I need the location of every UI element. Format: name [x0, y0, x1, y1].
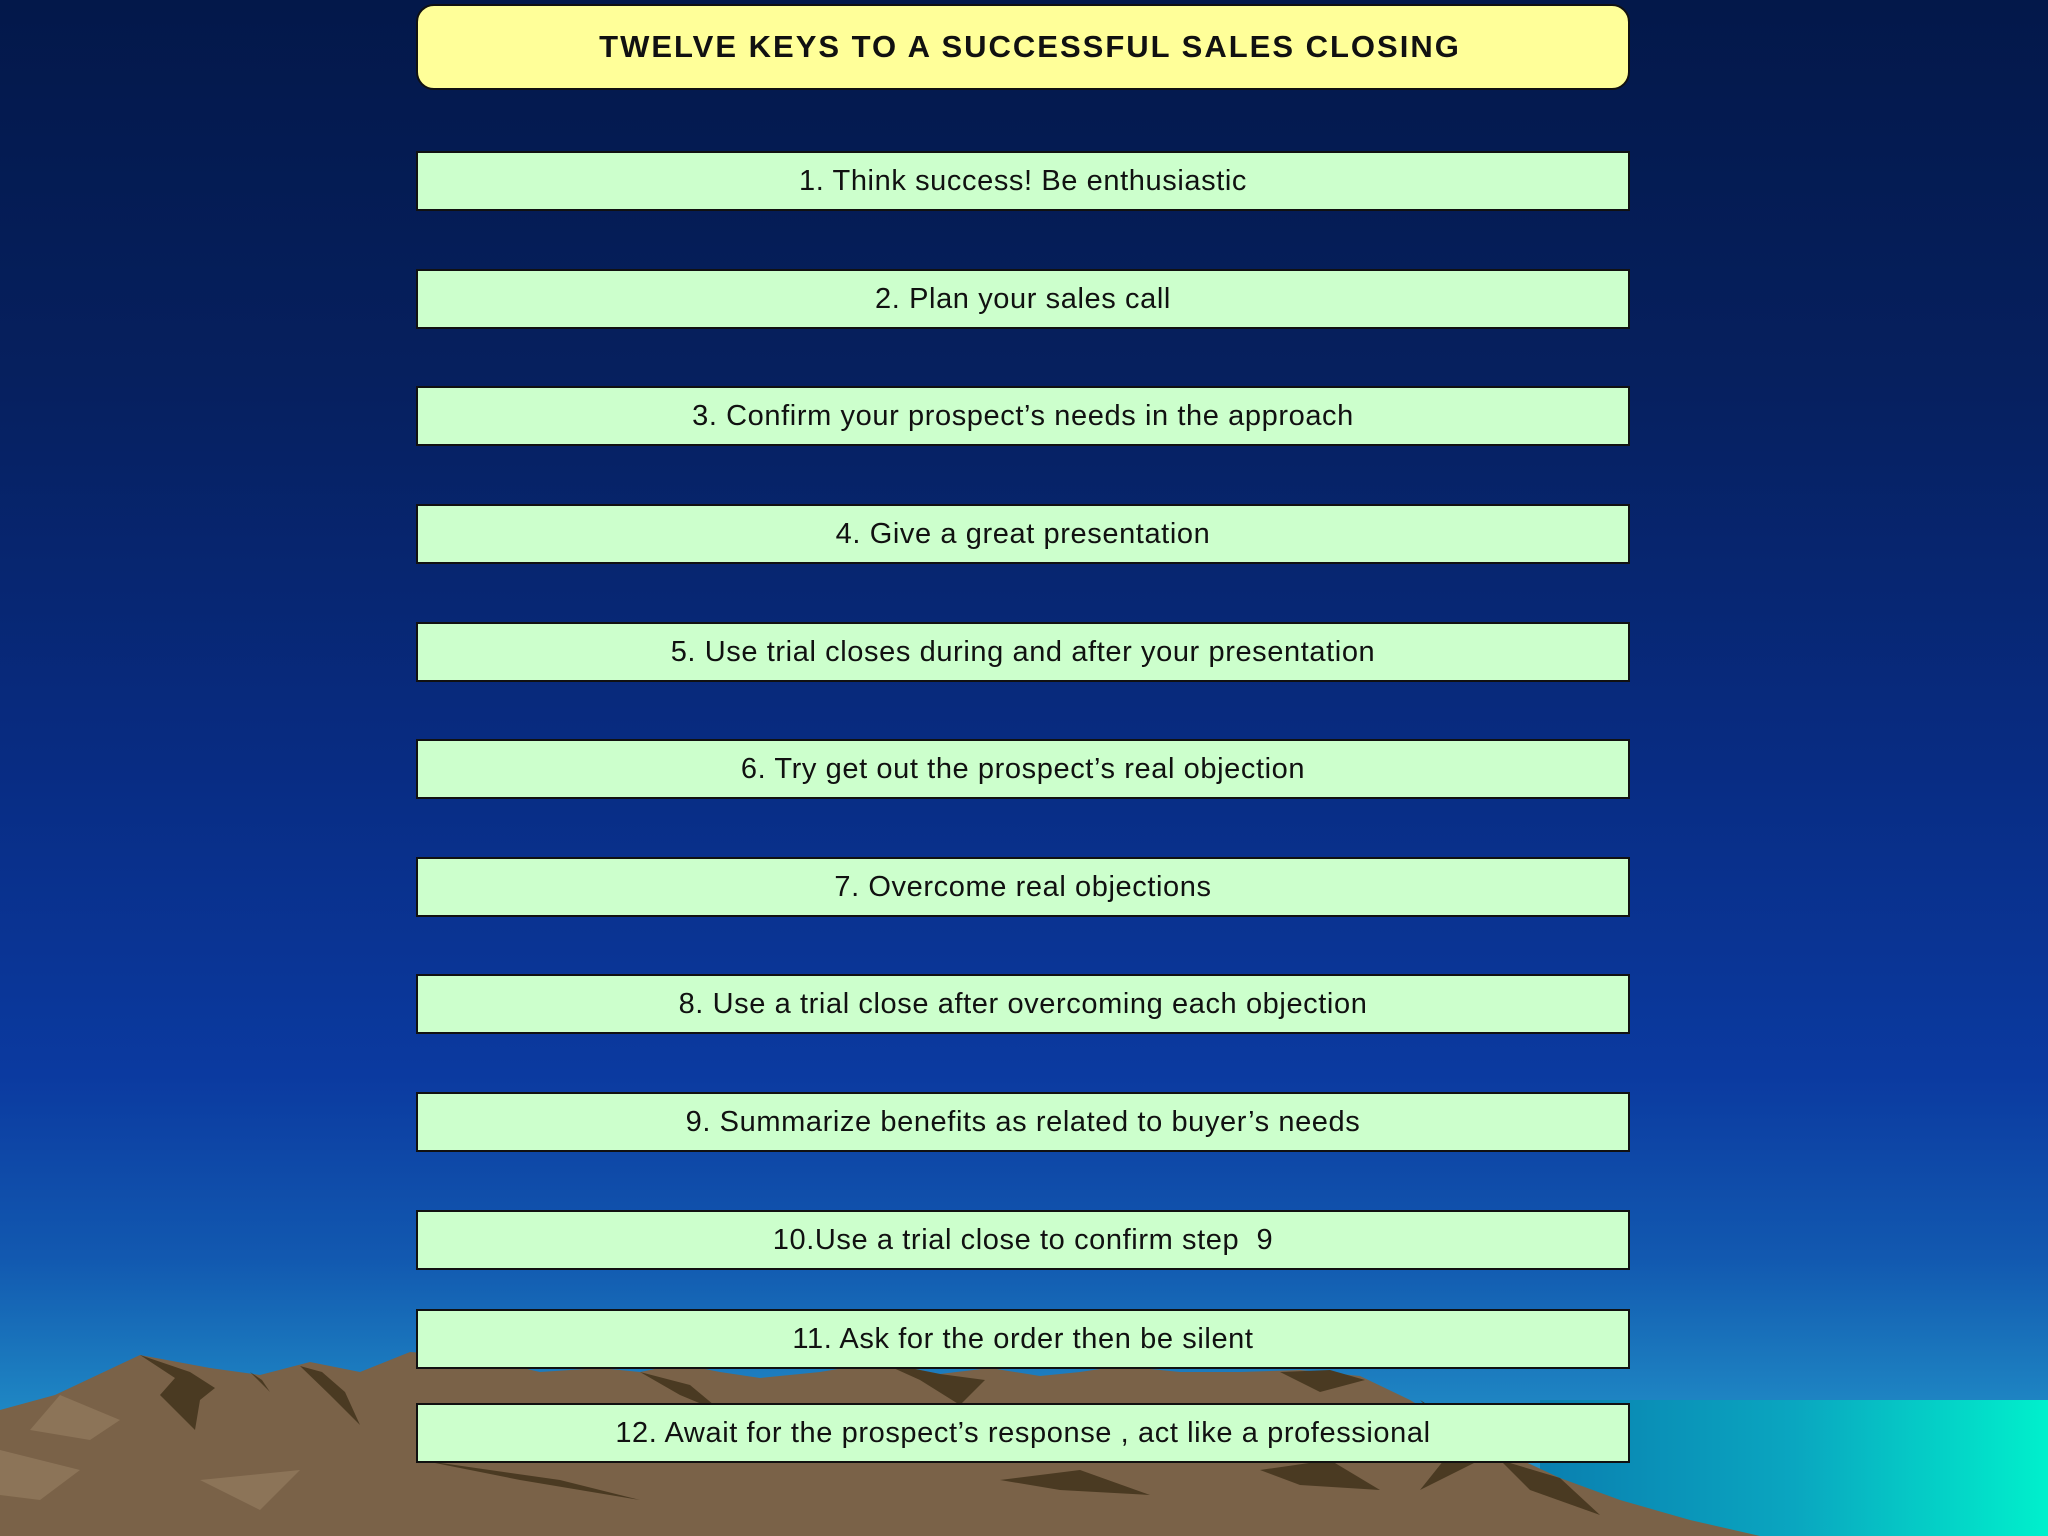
key-item-7: [416, 857, 1630, 917]
key-item-11: [416, 1309, 1630, 1369]
key-item-6: [416, 739, 1630, 799]
slide-title: TWELVE KEYS TO A SUCCESSFUL SALES CLOSING: [599, 29, 1461, 64]
key-item-1: [416, 151, 1630, 211]
key-item-label: 1. Think success! Be enthusiastic: [798, 164, 1248, 197]
key-item-4: [416, 504, 1630, 564]
title-box: [416, 4, 1630, 90]
key-item-9: [416, 1092, 1630, 1152]
key-item-label: 7. Overcome real objections: [834, 870, 1212, 903]
key-item-10: [416, 1210, 1630, 1270]
key-item-label: 12. Await for the prospect’s response , act like a professional: [615, 1416, 1431, 1449]
key-item-5: [416, 622, 1630, 682]
key-item-label: 4. Give a great presentation: [835, 517, 1211, 550]
key-item-label: 10.Use a trial close to confirm step 9: [772, 1223, 1274, 1256]
key-item-2: [416, 269, 1630, 329]
key-item-label: 5. Use trial closes during and after your presentation: [670, 635, 1376, 668]
key-item-label: 3. Confirm your prospect’s needs in the approach: [692, 399, 1354, 432]
key-item-label: 8. Use a trial close after overcoming each objection: [678, 987, 1368, 1020]
key-item-label: 6. Try get out the prospect’s real objection: [740, 752, 1306, 785]
key-item-label: 11. Ask for the order then be silent: [792, 1322, 1254, 1355]
key-item-label: 2. Plan your sales call: [875, 282, 1171, 315]
key-item-label: 9. Summarize benefits as related to buyer’s needs: [685, 1105, 1361, 1138]
key-item-12: [416, 1403, 1630, 1463]
key-item-3: [416, 386, 1630, 446]
key-item-8: [416, 974, 1630, 1034]
